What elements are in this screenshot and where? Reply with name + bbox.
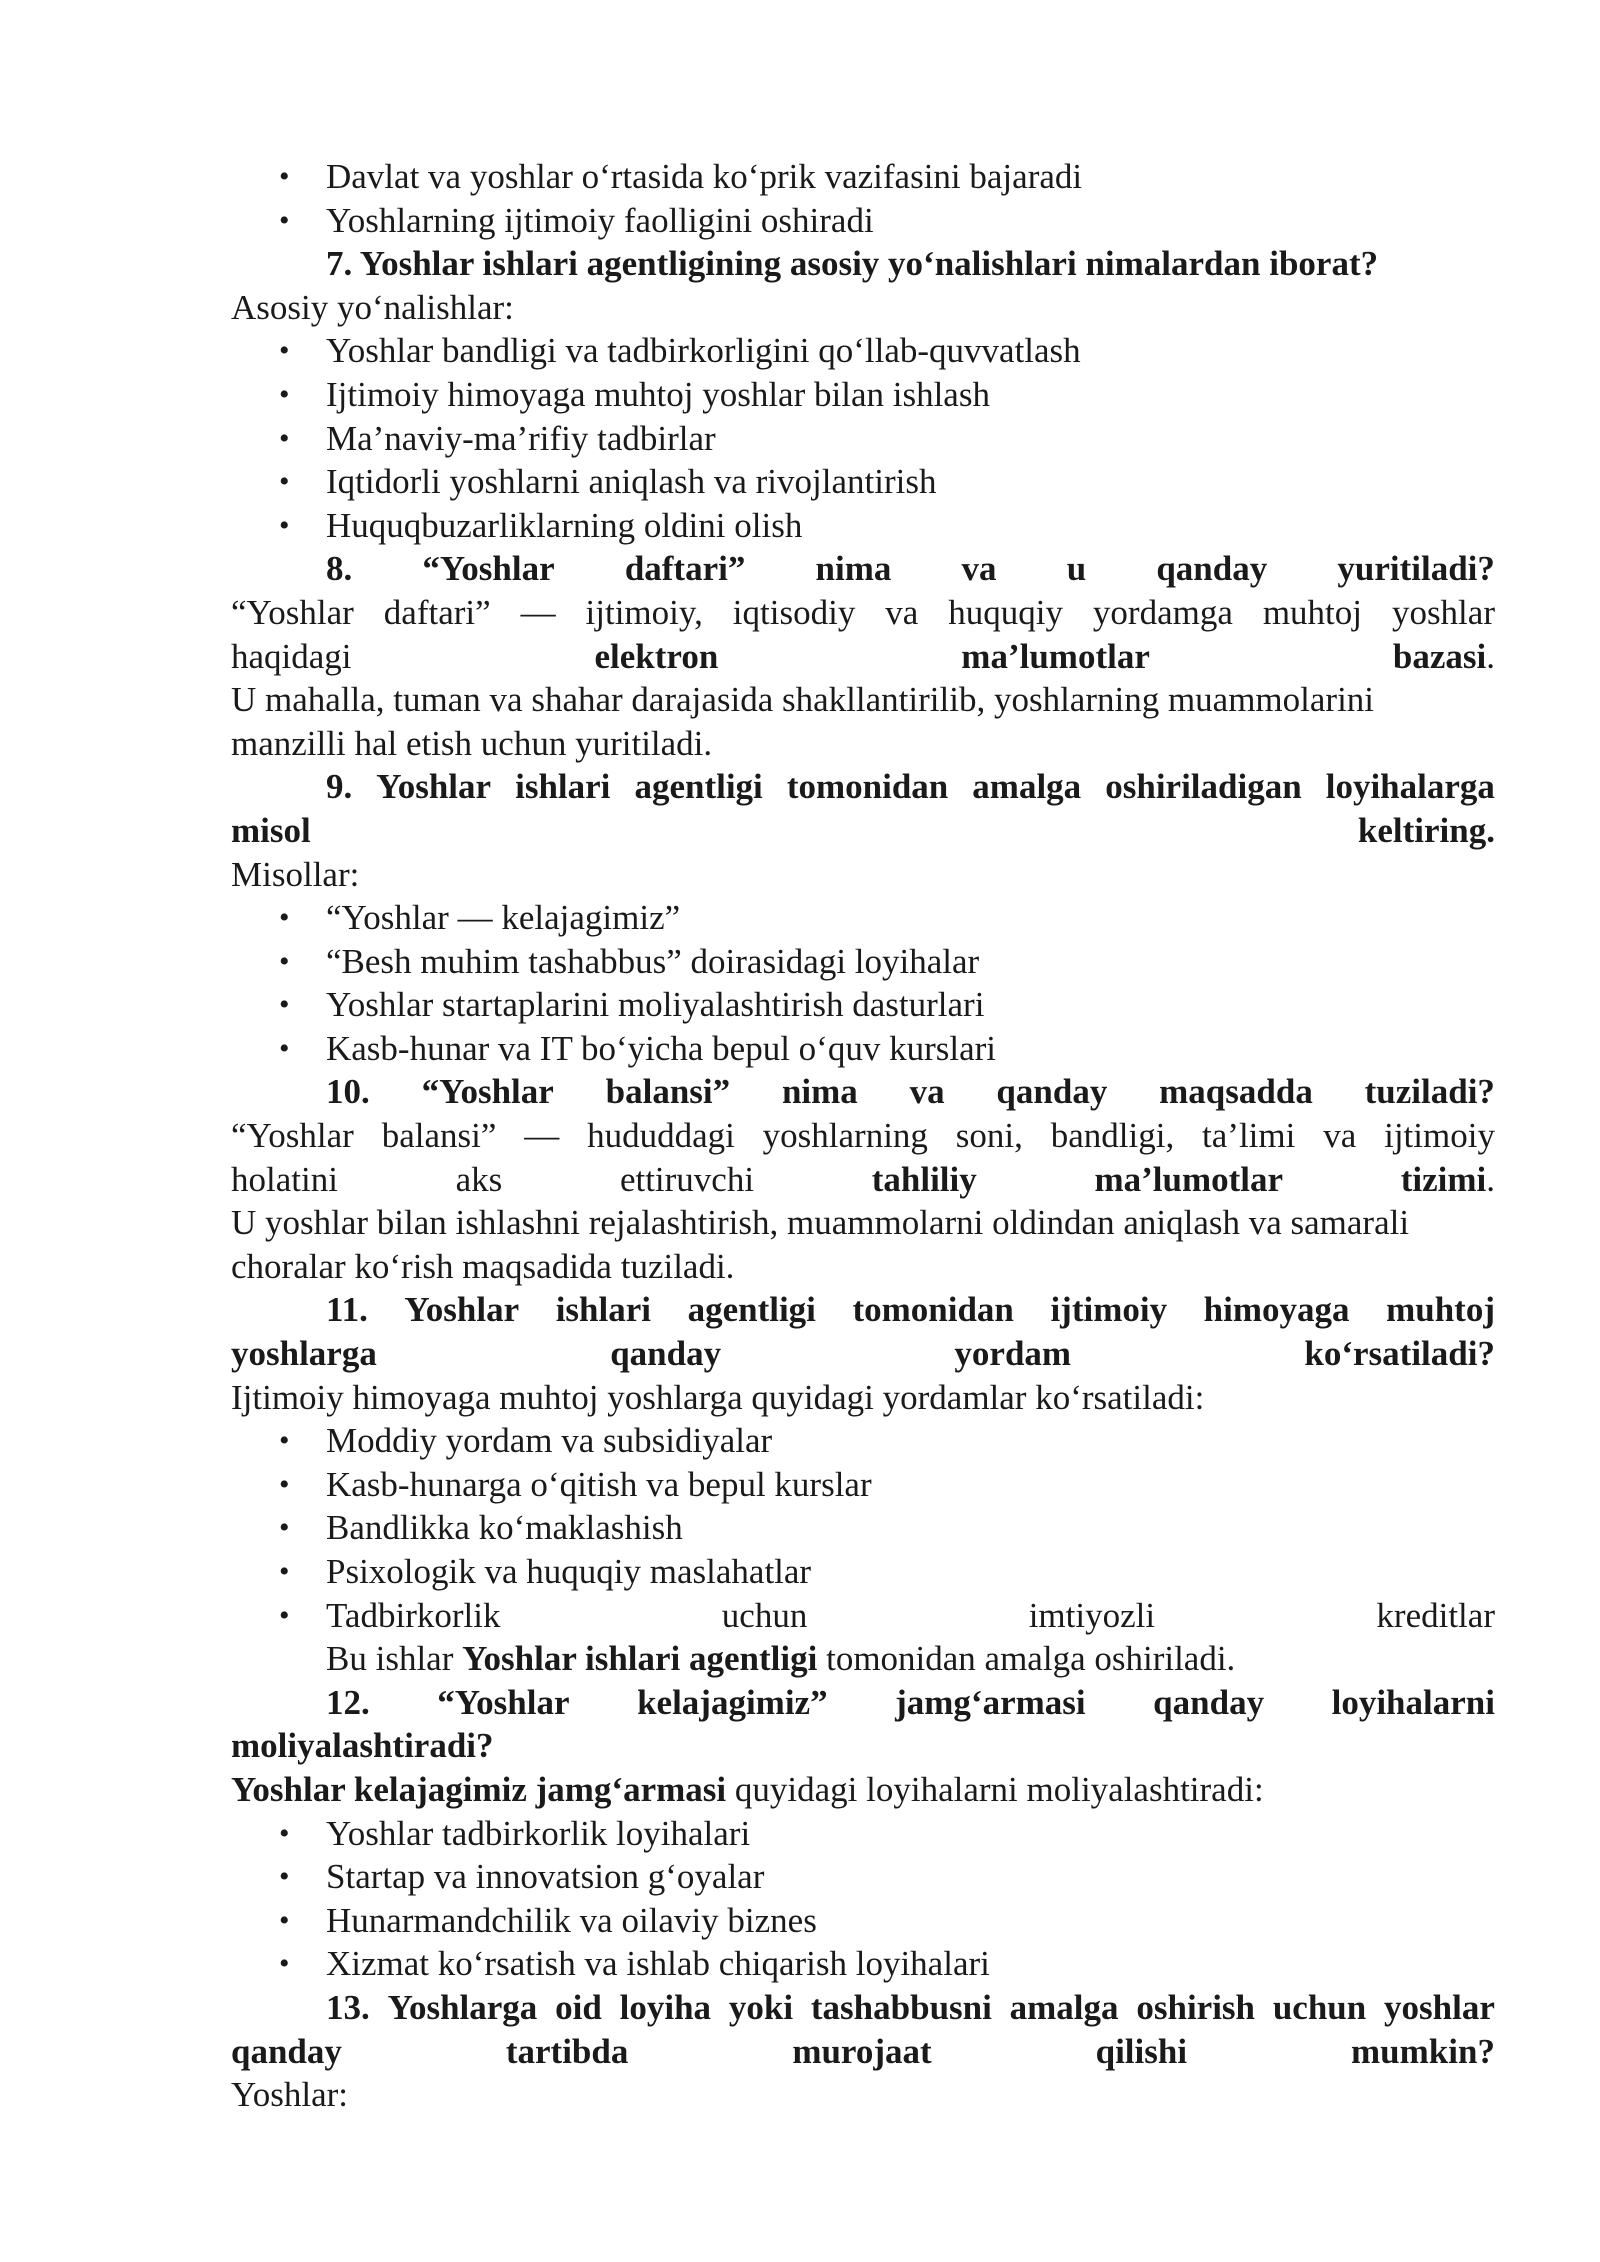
answer-11-note: Bu ishlar Yoshlar ishlari agentligi tomonidan amalga oshiriladi. (326, 1639, 1236, 1679)
answer-8-line-1: “Yoshlar daftari” — ijtimoiy, iqtisodiy va huquqiy yordamga muhtoj yoshlar (231, 592, 1495, 632)
answer-8-line-3: U mahalla, tuman va shahar darajasida shakllantirilib, yoshlarning muammolarini (231, 680, 1375, 720)
list-item: • Xizmat ko‘rsatish va ishlab chiqarish loyihalari (231, 1942, 1495, 1986)
answer-intro: Yoshlar: (231, 2075, 349, 2115)
answer-intro: Ijtimoiy himoyaga muhtoj yoshlarga quyidagi yordamlar ko‘rsatiladi: (231, 1377, 1205, 1417)
question-10: 10. “Yoshlar balansi” nima va qanday maqsadda tuziladi? (326, 1072, 1495, 1112)
list-item: • Hunarmandchilik va oilaviy biznes (231, 1899, 1495, 1943)
list-item: • “Yoshlar — kelajagimiz” (231, 896, 1495, 940)
answer-10-line-1: “Yoshlar balansi” — hududdagi yoshlarning soni, bandligi, ta’limi va ijtimoiy (231, 1116, 1495, 1156)
document-page (231, 155, 1495, 2117)
list-item: • Moddiy yordam va subsidiyalar (231, 1419, 1495, 1463)
list-item: • Ijtimoiy himoyaga muhtoj yoshlar bilan ishlash (231, 373, 1495, 417)
question-13-line-2: qanday tartibda murojaat qilishi mumkin? (231, 2031, 1495, 2071)
question-7: 7. Yoshlar ishlari agentligining asosiy yo‘nalishlari nimalardan iborat? (326, 244, 1379, 284)
answer-8-line-4: manzilli hal etish uchun yuritiladi. (231, 723, 713, 763)
question-11-line-2: yoshlarga qanday yordam ko‘rsatiladi? (231, 1334, 1495, 1374)
list-item: • Yoshlar bandligi va tadbirkorligini qo‘llab-quvvatlash (231, 329, 1495, 373)
list-item: • Huquqbuzarliklarning oldini olish (231, 504, 1495, 548)
question-13: 13. Yoshlarga oid loyiha yoki tashabbusni amalga oshirish uchun yoshlar (326, 1987, 1495, 2027)
list-item: • Davlat va yoshlar o‘rtasida ko‘prik vazifasini bajaradi (231, 155, 1495, 199)
list-item: • Iqtidorli yoshlarni aniqlash va rivojlantirish (231, 460, 1495, 504)
answer-10-line-2: holatini aks ettiruvchi tahliliy ma’lumotlar tizimi. (231, 1159, 1495, 1199)
question-11: 11. Yoshlar ishlari agentligi tomonidan ijtimoiy himoyaga muhtoj (326, 1290, 1495, 1330)
answer-10-line-4: choralar ko‘rish maqsadida tuziladi. (231, 1246, 735, 1286)
question-9: 9. Yoshlar ishlari agentligi tomonidan amalga oshiriladigan loyihalarga (326, 767, 1495, 807)
question-8: 8. “Yoshlar daftari” nima va u qanday yuritiladi? (326, 549, 1495, 589)
list-item: • “Besh muhim tashabbus” doirasidagi loyihalar (231, 940, 1495, 984)
list-item: • Yoshlarning ijtimoiy faolligini oshiradi (231, 199, 1495, 243)
list-item: • Kasb-hunarga o‘qitish va bepul kurslar (231, 1463, 1495, 1507)
answer-intro: Yoshlar kelajagimiz jamg‘armasi quyidagi loyihalarni moliyalashtiradi: (231, 1769, 1264, 1809)
list-item: • Yoshlar tadbirkorlik loyihalari (231, 1812, 1495, 1856)
list-item: • Bandlikka ko‘maklashish (231, 1506, 1495, 1550)
answer-intro: Asosiy yo‘nalishlar: (231, 287, 514, 327)
question-12-line-2: moliyalashtiradi? (231, 1726, 494, 1766)
list-item: • Tadbirkorlik uchun imtiyozli kreditlar (231, 1594, 1495, 1638)
question-12: 12. “Yoshlar kelajagimiz” jamg‘armasi qanday loyihalarni (326, 1682, 1495, 1722)
list-item: • Ma’naviy-ma’rifiy tadbirlar (231, 417, 1495, 461)
answer-8-line-2: haqidagi elektron ma’lumotlar bazasi. (231, 636, 1495, 676)
question-9-line-2: misol keltiring. (231, 810, 1495, 850)
list-item: • Psixologik va huquqiy maslahatlar (231, 1550, 1495, 1594)
answer-intro: Misollar: (231, 854, 360, 894)
list-item: • Kasb-hunar va IT bo‘yicha bepul o‘quv kurslari (231, 1027, 1495, 1071)
list-item: • Startap va innovatsion g‘oyalar (231, 1855, 1495, 1899)
list-item: • Yoshlar startaplarini moliyalashtirish dasturlari (231, 983, 1495, 1027)
answer-10-line-3: U yoshlar bilan ishlashni rejalashtirish, muammolarni oldindan aniqlash va samarali (231, 1203, 1410, 1243)
